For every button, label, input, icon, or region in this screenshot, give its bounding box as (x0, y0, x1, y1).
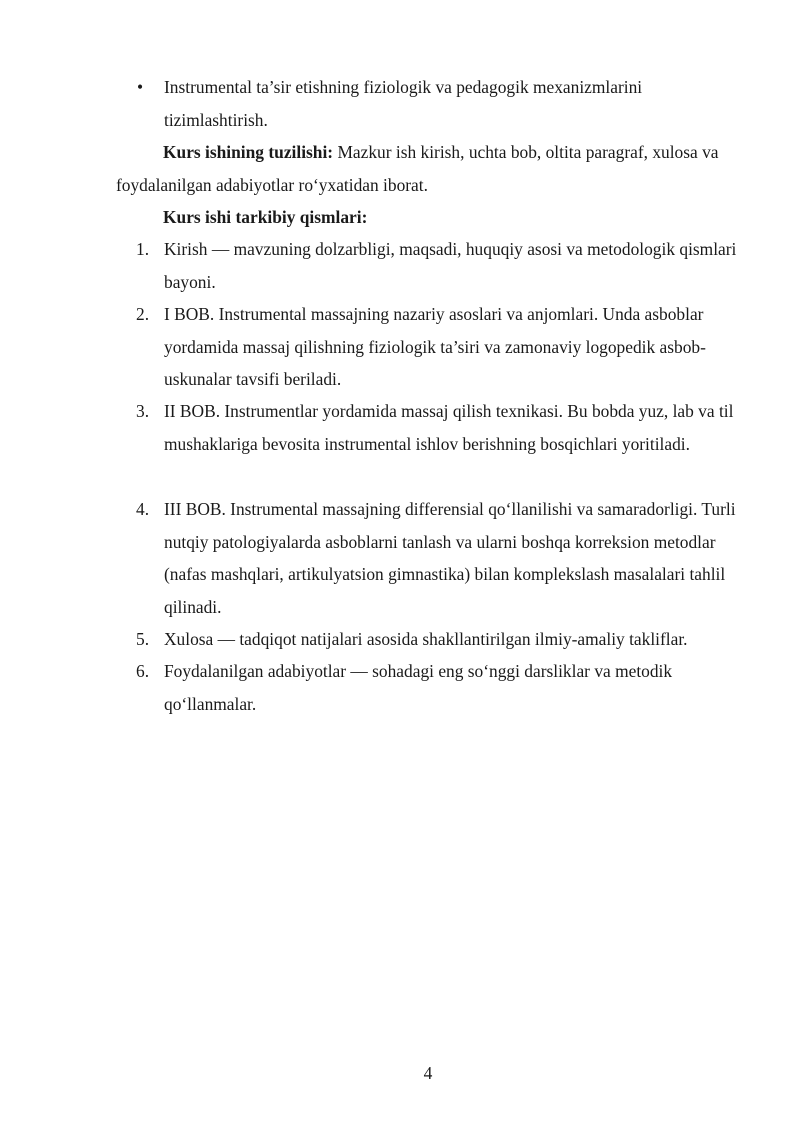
structure-paragraph (116, 136, 744, 201)
list-number: 5. (136, 629, 150, 649)
list-item (136, 623, 754, 656)
list-item-text: III BOB. Instrumental massajning differensial qo‘llanilishi va samaradorligi. Turli nutqiy patologiyalarda asboblarni tanlash va ularni boshqa korreksion metodlar (nafas mashqlari, artikulyatsion gimnastika) bilan komplekslash masalalari tahlil qilinadi. (164, 499, 736, 617)
bullet-text: Instrumental ta’sir etishning fiziologik va pedagogik mexanizmlarini tizimlashtirish. (164, 77, 643, 130)
list-item-text: Kirish — mavzuning dolzarbligi, maqsadi, huquqiy asosi va metodologik qismlari bayoni. (164, 239, 737, 292)
structure-label: Kurs ishining tuzilishi: (163, 142, 334, 162)
components-heading: Kurs ishi tarkibiy qismlari: (163, 207, 368, 227)
list-item (136, 298, 754, 396)
list-number: 6. (136, 661, 150, 681)
list-number: 4. (136, 499, 150, 519)
list-item-text: I BOB. Instrumental massajning nazariy asoslari va anjomlari. Unda asboblar yordamida massaj qilishning fiziologik ta’siri va zamonaviy logopedik asbob-uskunalar tavsifi beriladi. (164, 304, 706, 389)
bullet-list-item (137, 71, 724, 136)
list-item (136, 493, 754, 623)
list-item (136, 395, 754, 460)
list-item (136, 655, 754, 720)
list-item-text: Xulosa — tadqiqot natijalari asosida shakllantirilgan ilmiy-amaliy takliflar. (164, 629, 688, 649)
list-number: 3. (136, 401, 150, 421)
list-number: 2. (136, 304, 150, 324)
structure-text: Mazkur ish kirish, uchta bob, oltita paragraf, xulosa va foydalanilgan adabiyotlar ro‘yxatidan iborat. (116, 142, 719, 195)
list-item-text: Foydalanilgan adabiyotlar — sohadagi eng so‘nggi darsliklar va metodik qo‘llanmalar. (164, 661, 673, 714)
bullet-marker: • (137, 77, 144, 97)
list-item (136, 233, 754, 298)
list-number: 1. (136, 239, 150, 259)
page-number: 4 (423, 1063, 433, 1083)
list-item-text: II BOB. Instrumentlar yordamida massaj qilish texnikasi. Bu bobda yuz, lab va til mushaklariga bevosita instrumental ishlov berishning bosqichlari yoritiladi. (164, 401, 734, 454)
